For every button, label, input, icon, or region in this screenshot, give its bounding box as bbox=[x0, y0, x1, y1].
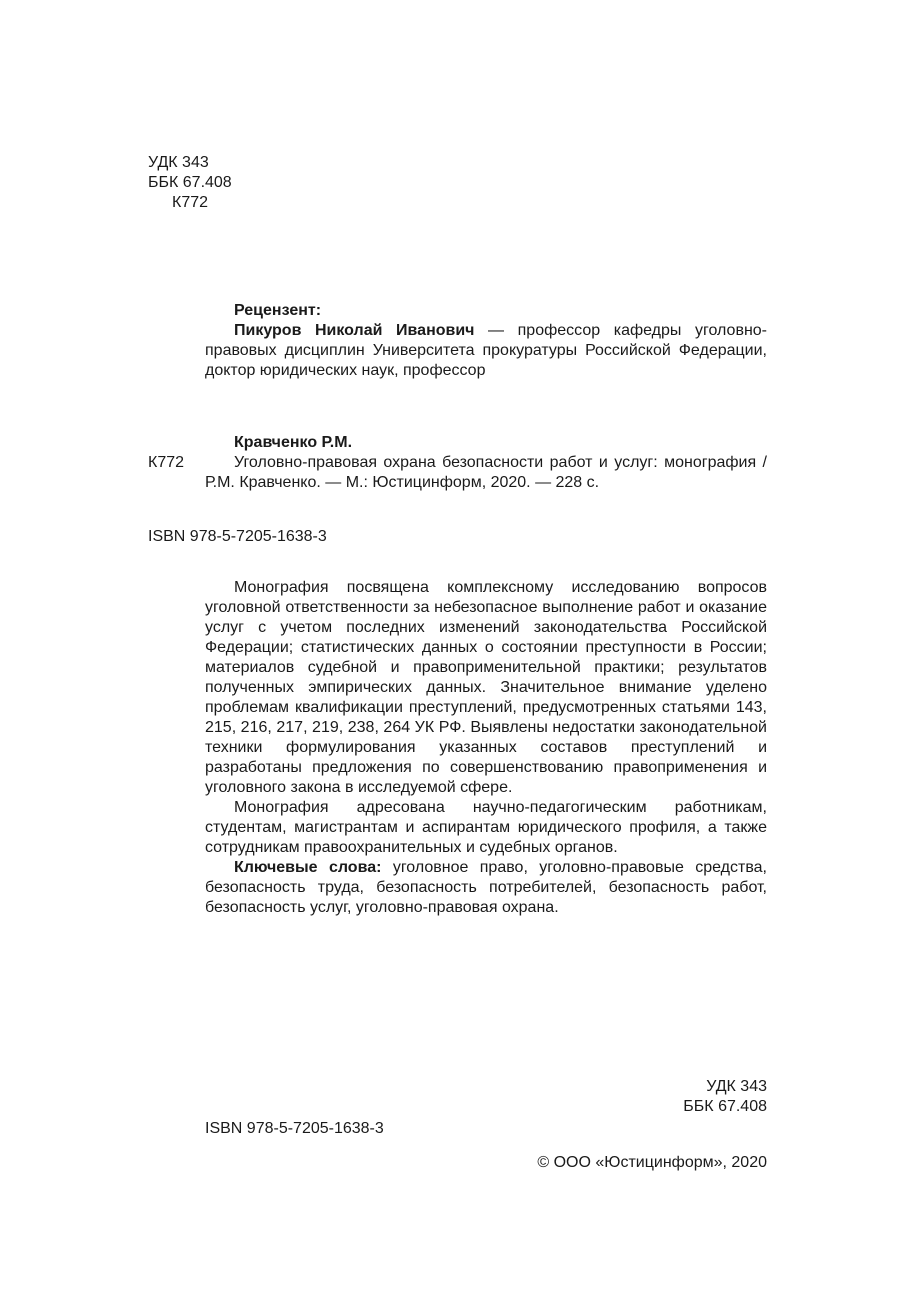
reviewer-block bbox=[205, 301, 767, 381]
reviewer-name: Пикуров Николай Иванович bbox=[234, 322, 475, 339]
abstract bbox=[205, 578, 767, 858]
isbn-bottom: ISBN 978-5-7205-1638-3 bbox=[205, 1120, 384, 1137]
keywords-text: уголовное право, уголовно-правовые средства, безопасность труда, безопасность потребителей, безопасность работ, безопасность услуг, уголовно-правовая охрана. bbox=[205, 859, 768, 916]
reviewer-label: Рецензент: bbox=[234, 302, 322, 319]
footer-udk: УДК 343 bbox=[706, 1078, 767, 1095]
author-mark: К772 bbox=[172, 194, 209, 211]
abstract-paragraph: Монография посвящена комплексному исследованию вопросов уголовной ответственности за небезопасное выполнение работ и оказание услуг с учетом последних изменений законодательства Российской Федерации; статистических данных о состоянии преступности в России; материалов судебной и правоприменительной практики; результатов полученных эмпирических данных. Значительное внимание уделено проблемам квалификации преступлений, предусмотренных статьями 143, 215, 216, 217, 219, 238, 264 УК РФ. Выявлены недостатки законодательной техники формулирования указанных составов преступлений и разработаны предложения по совершенствованию правоприменения и уголовного закона в исследуемой сфере. bbox=[205, 579, 767, 796]
book-author: Кравченко Р.М. bbox=[234, 434, 353, 451]
bbk-code: ББК 67.408 bbox=[148, 174, 232, 191]
isbn-top: ISBN 978-5-7205-1638-3 bbox=[148, 528, 327, 545]
reviewer-description: — профессор кафедры уголовно-правовых дисциплин Университета прокуратуры Российской Федерации, доктор юридических наук, профессор bbox=[205, 322, 768, 379]
reviewer-text bbox=[205, 321, 767, 381]
keywords-label: Ключевые слова: bbox=[234, 859, 382, 876]
copyright: © ООО «Юстицинформ», 2020 bbox=[537, 1154, 767, 1171]
abstract-paragraph: Монография адресована научно-педагогическим работникам, студентам, магистрантам и аспирантам юридического профиля, а также сотрудникам правоохранительных и судебных органов. bbox=[205, 799, 767, 856]
classification-block bbox=[148, 153, 232, 213]
footer-bbk: ББК 67.408 bbox=[683, 1098, 767, 1115]
book-author-mark: К772 bbox=[148, 454, 185, 471]
udk-code: УДК 343 bbox=[148, 154, 209, 171]
keywords bbox=[205, 858, 767, 918]
footer-codes bbox=[600, 1077, 767, 1117]
book-record: Уголовно-правовая охрана безопасности работ и услуг: монография / Р.М. Кравченко. — М.: Юстицинформ, 2020. — 228 с. bbox=[205, 454, 767, 491]
